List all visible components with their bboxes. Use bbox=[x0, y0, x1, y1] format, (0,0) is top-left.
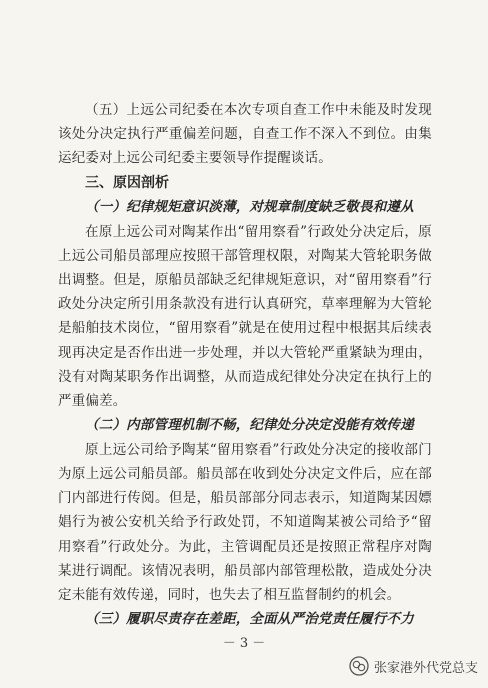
watermark-text: 张家港外代党总支 bbox=[373, 660, 478, 676]
watermark bbox=[349, 656, 478, 676]
section-heading-cause-analysis: 三、原因剖析 bbox=[85, 174, 169, 191]
subsection-1-body: 在原上远公司对陶某作出“留用察看”行政处分决定后，原上远公司船员部理应按照干部管理权限，对陶某大管轮职务做出调整。但是，原船员部缺乏纪律规矩意识，对“留用察看”行政处分决定所引用条款没有进行认真研究，草率理解为大管轮是船舶技术岗位，“留用察看”就是在使用过程中根据其后续表现再决定是否作出进一步处理，并以大管轮严重紧缺为理由，没有对陶某职务作出调整，从而造成纪律处分决定在执行上的严重偏差。 bbox=[58, 223, 432, 410]
page-number: － 3 － bbox=[222, 636, 266, 651]
document-body bbox=[58, 98, 432, 632]
subsection-heading-1: （一）纪律规矩意识淡薄，对规章制度缺乏敬畏和遵从 bbox=[85, 199, 414, 216]
subsection-heading-3: （三）履职尽责存在差距，全面从严治党责任履行不力 bbox=[85, 611, 414, 628]
subsection-heading-2: （二）内部管理机制不畅，纪律处分决定没能有效传递 bbox=[85, 417, 414, 434]
subsection-2-body: 原上远公司给予陶某“留用察看”行政处分决定的接收部门为原上远公司船员部。船员部在收到处分决定文件后，应在部门内部进行传阅。但是，船员部部分同志表示，知道陶某因嫖娼行为被公安机关给予行政处罚，不知道陶某被公司给予“留用察看”行政处分。为此，主管调配员还是按照正常程序对陶某进行调配。该情况表明，船员部内部管理松散，造成处分决定未能有效传递，同时，也失去了相互监督制约的机会。 bbox=[58, 441, 432, 603]
paragraph-item-5: （五）上远公司纪委在本次专项自查工作中未能及时发现该处分决定执行严重偏差问题，自查工作不深入不到位。由集运纪委对上远公司纪委主要领导作提醒谈话。 bbox=[58, 102, 432, 167]
wechat-official-account-icon bbox=[349, 656, 369, 676]
